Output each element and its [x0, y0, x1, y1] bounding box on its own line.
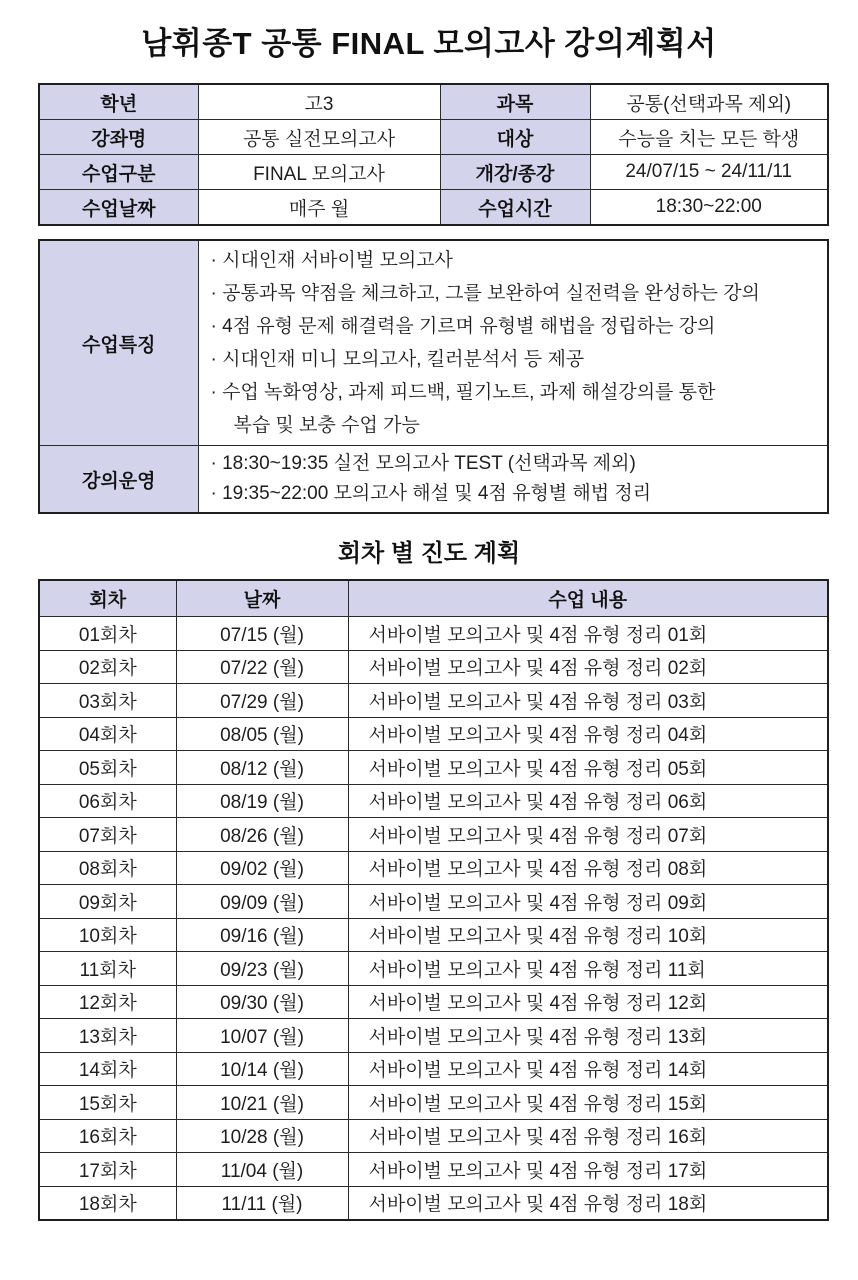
info-value-class-time: 18:30~22:00	[590, 190, 828, 226]
table-row	[39, 885, 828, 919]
date-cell: 07/15 (월)	[176, 617, 348, 651]
course-info-table	[38, 83, 829, 226]
table-row	[39, 818, 828, 852]
feature-line: · 시대인재 미니 모의고사, 킬러분석서 등 제공	[210, 349, 585, 370]
table-row	[39, 952, 828, 986]
content-cell: 서바이벌 모의고사 및 4점 유형 정리 16회	[348, 1119, 828, 1153]
date-cell: 10/28 (월)	[176, 1119, 348, 1153]
feature-line: · 시대인재 서바이벌 모의고사	[210, 250, 453, 271]
info-label-grade: 학년	[39, 84, 198, 120]
info-value-class-type: FINAL 모의고사	[198, 155, 440, 190]
session-cell: 04회차	[39, 717, 176, 751]
date-cell: 10/21 (월)	[176, 1086, 348, 1120]
info-value-class-day: 매주 월	[198, 190, 440, 226]
session-cell: 12회차	[39, 985, 176, 1019]
col-header-content: 수업 내용	[348, 580, 828, 617]
table-row	[39, 1052, 828, 1086]
session-cell: 02회차	[39, 650, 176, 684]
table-row	[39, 190, 828, 226]
table-row	[39, 851, 828, 885]
date-cell: 11/11 (월)	[176, 1186, 348, 1220]
table-row	[39, 1186, 828, 1220]
date-cell: 11/04 (월)	[176, 1153, 348, 1187]
date-cell: 09/23 (월)	[176, 952, 348, 986]
info-label-class-type: 수업구분	[39, 155, 198, 190]
info-label-target: 대상	[440, 120, 590, 155]
info-label-term: 개강/종강	[440, 155, 590, 190]
date-cell: 08/12 (월)	[176, 751, 348, 785]
features-content	[198, 240, 828, 446]
date-cell: 09/30 (월)	[176, 985, 348, 1019]
content-cell: 서바이벌 모의고사 및 4점 유형 정리 03회	[348, 684, 828, 718]
content-cell: 서바이벌 모의고사 및 4점 유형 정리 18회	[348, 1186, 828, 1220]
session-cell: 03회차	[39, 684, 176, 718]
content-cell: 서바이벌 모의고사 및 4점 유형 정리 14회	[348, 1052, 828, 1086]
session-cell: 01회차	[39, 617, 176, 651]
table-row	[39, 155, 828, 190]
feature-line-continued: 복습 및 보충 수업 가능	[233, 415, 420, 436]
table-row	[39, 717, 828, 751]
feature-line: · 수업 녹화영상, 과제 피드백, 필기노트, 과제 해설강의를 통한	[210, 382, 716, 403]
table-row	[39, 240, 828, 446]
content-cell: 서바이벌 모의고사 및 4점 유형 정리 01회	[348, 617, 828, 651]
date-cell: 09/16 (월)	[176, 918, 348, 952]
content-cell: 서바이벌 모의고사 및 4점 유형 정리 11회	[348, 952, 828, 986]
table-row	[39, 751, 828, 785]
info-label-subject: 과목	[440, 84, 590, 120]
session-cell: 09회차	[39, 885, 176, 919]
info-value-term: 24/07/15 ~ 24/11/11	[590, 155, 828, 190]
session-cell: 06회차	[39, 784, 176, 818]
info-label-course-name: 강좌명	[39, 120, 198, 155]
date-cell: 10/07 (월)	[176, 1019, 348, 1053]
date-cell: 08/26 (월)	[176, 818, 348, 852]
table-row	[39, 120, 828, 155]
table-row	[39, 650, 828, 684]
info-value-subject: 공통(선택과목 제외)	[590, 84, 828, 120]
session-cell: 08회차	[39, 851, 176, 885]
page-title: 남휘종T 공통 FINAL 모의고사 강의계획서	[141, 26, 717, 61]
content-cell: 서바이벌 모의고사 및 4점 유형 정리 09회	[348, 885, 828, 919]
content-cell: 서바이벌 모의고사 및 4점 유형 정리 07회	[348, 818, 828, 852]
date-cell: 09/02 (월)	[176, 851, 348, 885]
session-cell: 14회차	[39, 1052, 176, 1086]
content-cell: 서바이벌 모의고사 및 4점 유형 정리 10회	[348, 918, 828, 952]
info-value-course-name: 공통 실전모의고사	[198, 120, 440, 155]
table-row	[39, 918, 828, 952]
session-cell: 07회차	[39, 818, 176, 852]
table-row	[39, 985, 828, 1019]
content-cell: 서바이벌 모의고사 및 4점 유형 정리 13회	[348, 1019, 828, 1053]
schedule-header-row	[39, 580, 828, 617]
session-cell: 16회차	[39, 1119, 176, 1153]
date-cell: 08/19 (월)	[176, 784, 348, 818]
feature-line: · 공통과목 약점을 체크하고, 그를 보완하여 실전력을 완성하는 강의	[210, 283, 760, 304]
date-cell: 07/22 (월)	[176, 650, 348, 684]
info-label-class-time: 수업시간	[440, 190, 590, 226]
session-cell: 10회차	[39, 918, 176, 952]
features-table	[38, 239, 829, 514]
session-cell: 17회차	[39, 1153, 176, 1187]
table-row	[39, 684, 828, 718]
content-cell: 서바이벌 모의고사 및 4점 유형 정리 02회	[348, 650, 828, 684]
table-row	[39, 617, 828, 651]
content-cell: 서바이벌 모의고사 및 4점 유형 정리 17회	[348, 1153, 828, 1187]
info-value-grade: 고3	[198, 84, 440, 120]
table-row	[39, 446, 828, 514]
date-cell: 10/14 (월)	[176, 1052, 348, 1086]
table-row	[39, 1119, 828, 1153]
operation-line: · 19:35~22:00 모의고사 해설 및 4점 유형별 해법 정리	[210, 483, 652, 504]
operation-label: 강의운영	[39, 446, 198, 514]
date-cell: 08/05 (월)	[176, 717, 348, 751]
session-cell: 11회차	[39, 952, 176, 986]
content-cell: 서바이벌 모의고사 및 4점 유형 정리 05회	[348, 751, 828, 785]
info-value-target: 수능을 치는 모든 학생	[590, 120, 828, 155]
content-cell: 서바이벌 모의고사 및 4점 유형 정리 08회	[348, 851, 828, 885]
schedule-table	[38, 579, 829, 1221]
content-cell: 서바이벌 모의고사 및 4점 유형 정리 15회	[348, 1086, 828, 1120]
session-cell: 13회차	[39, 1019, 176, 1053]
date-cell: 09/09 (월)	[176, 885, 348, 919]
table-row	[39, 84, 828, 120]
feature-line: · 4점 유형 문제 해결력을 기르며 유형별 해법을 정립하는 강의	[210, 316, 716, 337]
session-cell: 15회차	[39, 1086, 176, 1120]
session-cell: 18회차	[39, 1186, 176, 1220]
date-cell: 07/29 (월)	[176, 684, 348, 718]
col-header-date: 날짜	[176, 580, 348, 617]
table-row	[39, 1153, 828, 1187]
operation-line: · 18:30~19:35 실전 모의고사 TEST (선택과목 제외)	[210, 453, 636, 474]
content-cell: 서바이벌 모의고사 및 4점 유형 정리 04회	[348, 717, 828, 751]
table-row	[39, 1019, 828, 1053]
features-label: 수업특징	[39, 240, 198, 446]
table-row	[39, 1086, 828, 1120]
schedule-section-title: 회차 별 진도 계획	[337, 540, 521, 567]
content-cell: 서바이벌 모의고사 및 4점 유형 정리 06회	[348, 784, 828, 818]
table-row	[39, 784, 828, 818]
info-label-class-day: 수업날짜	[39, 190, 198, 226]
operation-content	[198, 446, 828, 514]
session-cell: 05회차	[39, 751, 176, 785]
col-header-session: 회차	[39, 580, 176, 617]
content-cell: 서바이벌 모의고사 및 4점 유형 정리 12회	[348, 985, 828, 1019]
